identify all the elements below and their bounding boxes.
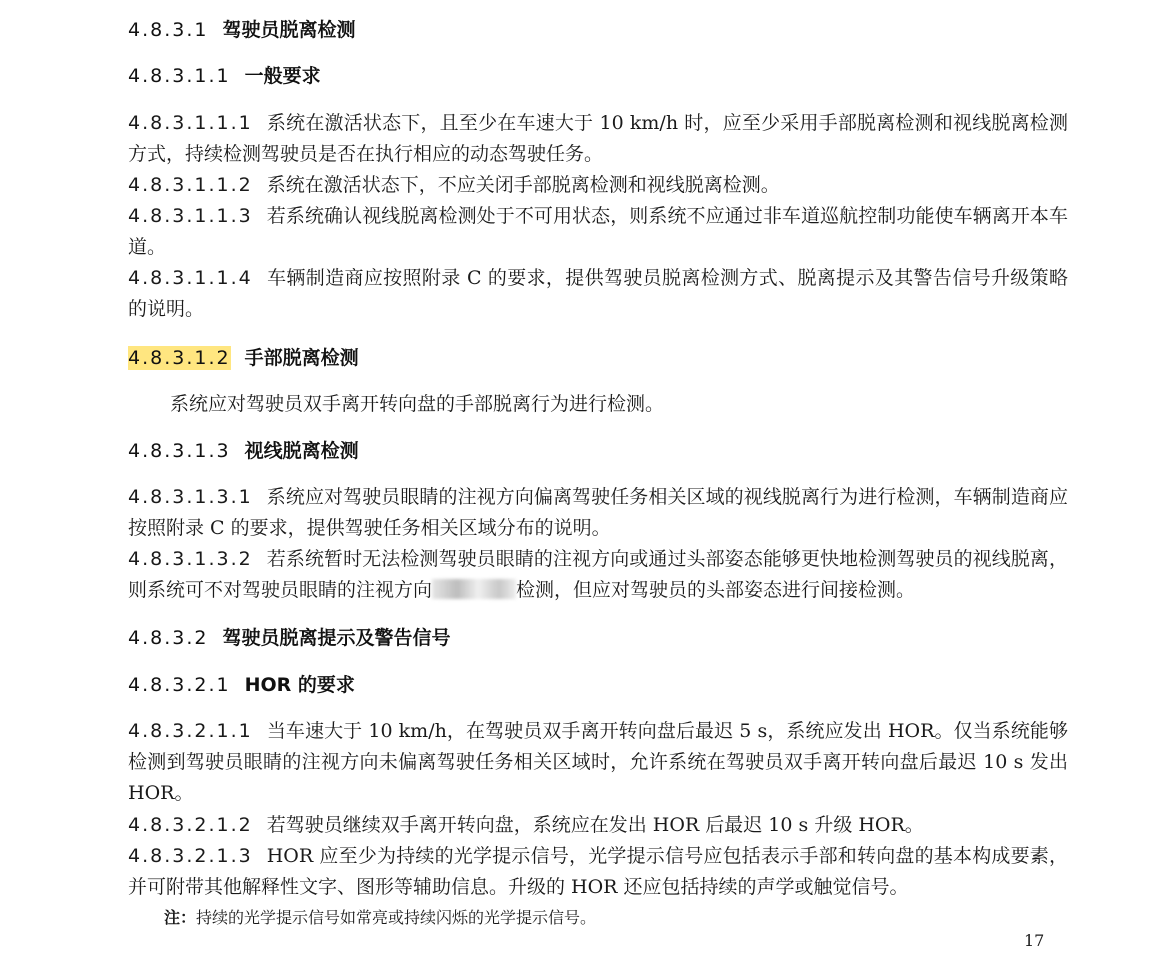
- clause-4-8-3-1-3-1: [128, 482, 1068, 544]
- section-heading-4-8-3-2: [128, 626, 451, 650]
- section-heading-4-8-3-1-2: [128, 346, 359, 370]
- section-number: 4.8.3.2.1: [128, 674, 231, 696]
- clause-number: 4.8.3.1.3.2: [128, 548, 253, 570]
- clause-4-8-3-2-1-1: [128, 716, 1068, 809]
- section-number: 4.8.3.1.3: [128, 440, 231, 462]
- clause-text: 系统在激活状态下，不应关闭手部脱离检测和视线脱离检测。: [266, 174, 780, 196]
- section-number: 4.8.3.2: [128, 627, 209, 649]
- section-title: 驾驶员脱离检测: [222, 19, 356, 41]
- clause-number: 4.8.3.2.1.1: [128, 720, 253, 742]
- clause-number: 4.8.3.1.1.2: [128, 174, 253, 196]
- clause-4-8-3-1-1-2: [128, 170, 1068, 201]
- section-title: 驾驶员脱离提示及警告信号: [222, 627, 451, 649]
- clause-4-8-3-1-1-4: [128, 263, 1068, 325]
- page-number: 17: [1024, 931, 1045, 950]
- body-paragraph: 系统应对驾驶员双手离开转向盘的手部脱离行为进行检测。: [170, 393, 665, 415]
- section-heading-4-8-3-2-1: [128, 673, 355, 697]
- clause-number: 4.8.3.1.1.1: [128, 112, 253, 134]
- clause-text-b: 检测，但应对驾驶员的头部姿态进行间接检测。: [516, 579, 916, 601]
- section-title: 一般要求: [244, 65, 321, 87]
- clause-text: 若驾驶员继续双手离开转向盘，系统应在发出 HOR 后最迟 10 s 升级 HOR。: [266, 814, 924, 836]
- clause-number: 4.8.3.2.1.2: [128, 814, 253, 836]
- section-number-highlighted: 4.8.3.1.2: [128, 347, 231, 369]
- section-title: HOR 的要求: [244, 674, 355, 696]
- clause-number: 4.8.3.1.3.1: [128, 486, 253, 508]
- note: [164, 906, 596, 930]
- clause-4-8-3-1-1-1: [128, 108, 1068, 170]
- clause-4-8-3-1-3-2: [128, 544, 1068, 606]
- obscured-text-blur: [432, 579, 516, 599]
- clause-4-8-3-2-1-3: [128, 841, 1068, 903]
- note-label: 注：: [164, 908, 197, 927]
- clause-text: 车辆制造商应按照附录 C 的要求，提供驾驶员脱离检测方式、脱离提示及其警告信号升级策略的说明。: [128, 267, 1068, 320]
- section-title: 视线脱离检测: [244, 440, 359, 462]
- clause-number: 4.8.3.2.1.3: [128, 845, 253, 867]
- section-heading-4-8-3-1-3: [128, 439, 359, 463]
- section-heading-4-8-3-1-1: [128, 64, 321, 88]
- clause-number: 4.8.3.1.1.4: [128, 267, 253, 289]
- clause-text: 当车速大于 10 km/h，在驾驶员双手离开转向盘后最迟 5 s，系统应发出 HOR。仅当系统能够检测到驾驶员眼睛的注视方向未偏离驾驶任务相关区域时，允许系统在驾驶员双手离开转向盘后最迟 10 s 发出 HOR。: [128, 720, 1068, 804]
- clause-text: 若系统确认视线脱离检测处于不可用状态，则系统不应通过非车道巡航控制功能使车辆离开本车道。: [128, 205, 1068, 258]
- section-number: 4.8.3.1: [128, 19, 209, 41]
- note-text: 持续的光学提示信号如常亮或持续闪烁的光学提示信号。: [196, 908, 597, 927]
- clause-text-a: 若系统暂时无法检测驾驶员眼睛的注视方向或通过头部姿态能够更快地检测驾驶员的视线脱离，则系统可不对驾驶员眼睛的注视方向: [128, 548, 1068, 601]
- section-heading-4-8-3-1: [128, 18, 356, 42]
- clause-text: 系统在激活状态下，且至少在车速大于 10 km/h 时，应至少采用手部脱离检测和视线脱离检测方式，持续检测驾驶员是否在执行相应的动态驾驶任务。: [128, 112, 1068, 165]
- clause-4-8-3-2-1-2: [128, 810, 1068, 841]
- section-title: 手部脱离检测: [244, 347, 359, 369]
- clause-text: HOR 应至少为持续的光学提示信号，光学提示信号应包括表示手部和转向盘的基本构成要素，并可附带其他解释性文字、图形等辅助信息。升级的 HOR 还应包括持续的声学或触觉信号。: [128, 845, 1068, 898]
- clause-number: 4.8.3.1.1.3: [128, 205, 253, 227]
- clause-4-8-3-1-1-3: [128, 201, 1068, 263]
- clause-text: 系统应对驾驶员眼睛的注视方向偏离驾驶任务相关区域的视线脱离行为进行检测，车辆制造商应按照附录 C 的要求，提供驾驶任务相关区域分布的说明。: [128, 486, 1068, 539]
- section-number: 4.8.3.1.1: [128, 65, 231, 87]
